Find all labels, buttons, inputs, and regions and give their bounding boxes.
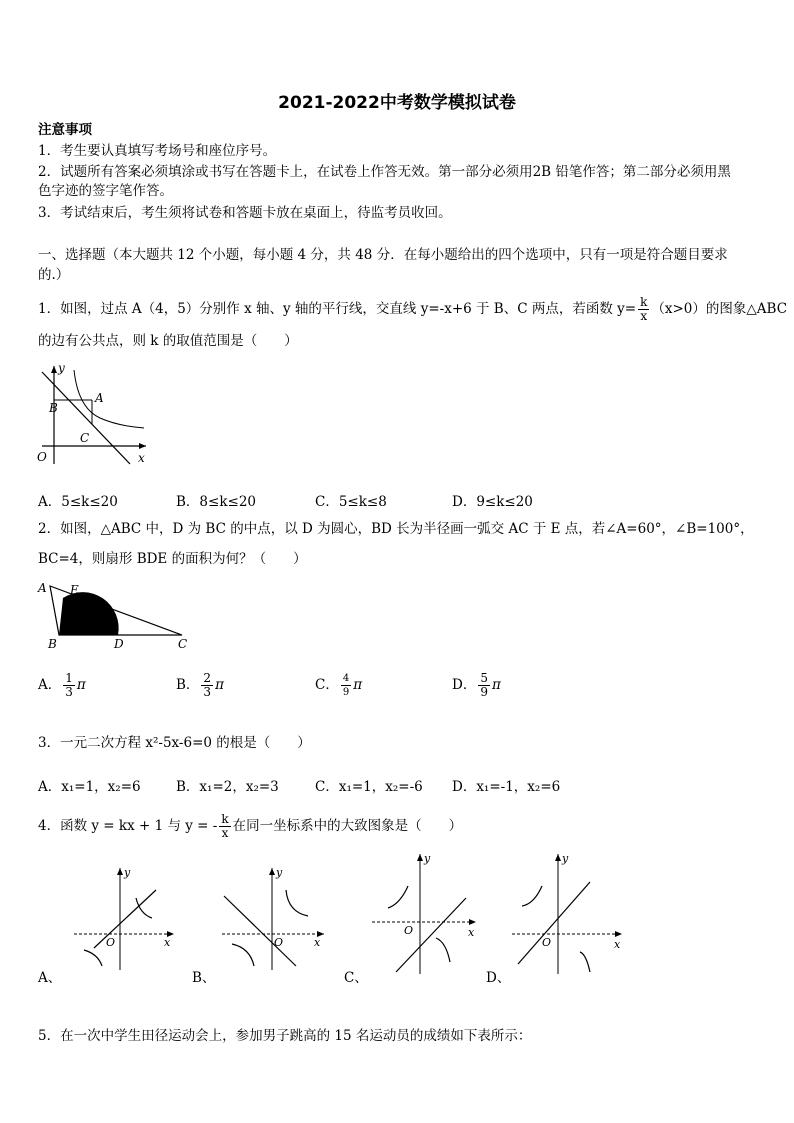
question-2-option-b[interactable]: B． $\frac{2}{3}$ π xyxy=(176,671,224,699)
question-1-option-b[interactable]: B．8≤k≤20 xyxy=(176,494,256,510)
axis-label: y xyxy=(276,866,283,879)
question-4-text-b: 在同一坐标系中的大致图象是（ ） xyxy=(232,818,463,834)
section-heading: 一、选择题（本大题共 12 个小题，每小题 4 分，共 48 分．在每小题给出的四个选项中，只有一项是符合题目要求 xyxy=(38,247,728,263)
question-3-option-c[interactable]: C．x₁=1，x₂=-6 xyxy=(315,779,423,795)
question-5-text: 5．在一次中学生田径运动会上，参加男子跳高的 15 名运动员的成绩如下表所示： xyxy=(38,1028,532,1044)
figure-label: D xyxy=(114,637,124,650)
question-4-graph-c xyxy=(370,848,482,976)
axis-label: y xyxy=(562,852,569,865)
axis-label: O xyxy=(404,924,414,937)
question-1-figure xyxy=(34,360,152,468)
question-4-option-d[interactable]: D、 xyxy=(486,970,511,986)
question-4-option-a[interactable]: A、 xyxy=(38,970,62,986)
axis-label: O xyxy=(106,936,116,949)
figure-label: A xyxy=(38,581,47,595)
question-4-fraction: $\frac{k}{x}$ xyxy=(221,812,229,840)
question-1-option-a[interactable]: A．5≤k≤20 xyxy=(38,494,118,510)
figure-label: A xyxy=(95,391,104,405)
figure-label: B xyxy=(49,401,58,415)
question-1-text-b: （x>0）的图象△ABC xyxy=(651,301,788,317)
question-2-text: 2．如图，△ABC 中，D 为 BC 的中点，以 D 为圆心，BD 长为半径画一弧交 AC 于 E 点，若∠A=60°，∠B=100°， xyxy=(38,521,754,537)
question-1-text-line2: 的边有公共点，则 k 的取值范围是（ ） xyxy=(38,333,298,349)
question-4-text xyxy=(38,813,758,840)
figure-label: B xyxy=(48,637,57,650)
axis-label: O xyxy=(274,936,284,949)
section-heading-cont: 的.） xyxy=(38,267,70,283)
figure-label: O xyxy=(37,450,47,464)
question-4-graph-d xyxy=(510,848,628,976)
question-4-text-a: 4．函数 y = kx + 1 与 y = - xyxy=(38,818,218,834)
figure-label: E xyxy=(70,583,79,597)
question-2-text-line2: BC=4，则扇形 BDE 的面积为何？（ ） xyxy=(38,551,307,567)
question-2-option-d[interactable]: D． $\frac{5}{9}$ π xyxy=(452,671,501,699)
question-4-option-c[interactable]: C、 xyxy=(344,970,368,986)
question-1-fraction: $\frac{k}{x}$ xyxy=(640,295,648,323)
question-3-option-a[interactable]: A．x₁=1，x₂=6 xyxy=(38,779,141,795)
question-3-option-d[interactable]: D．x₁=-1，x₂=6 xyxy=(452,779,561,795)
notice-heading: 注意事项 xyxy=(38,122,92,138)
notice-item-2: 2．试题所有答案必须填涂或书写在答题卡上，在试卷上作答无效。第一部分必须用2B 铅笔作答；第二部分必须用黑 xyxy=(38,164,731,180)
question-4-option-b[interactable]: B、 xyxy=(192,970,216,986)
figure-label: C xyxy=(178,637,188,650)
question-2-option-a[interactable]: A． $\frac{1}{3}$ π xyxy=(38,671,86,699)
axis-label: x xyxy=(468,926,475,939)
axis-label: x xyxy=(614,938,621,951)
question-3-text: 3．一元二次方程 x²-5x-6=0 的根是（ ） xyxy=(38,735,311,751)
axis-label: x xyxy=(314,936,321,949)
question-4-graph-b xyxy=(218,862,330,972)
question-4-graph-a xyxy=(70,862,180,972)
question-2-figure xyxy=(34,578,192,650)
notice-item-3: 3．考试结束后，考生须将试卷和答题卡放在桌面上，待监考员收回。 xyxy=(38,205,452,221)
notice-item-1: 1．考生要认真填写考场号和座位序号。 xyxy=(38,143,277,159)
question-1-text xyxy=(38,295,788,323)
notice-item-2-cont: 色字迹的签字笔作答。 xyxy=(38,183,173,199)
question-1-option-c[interactable]: C．5≤k≤8 xyxy=(315,494,387,510)
question-1-text-a: 1．如图，过点 A（4，5）分别作 x 轴、y 轴的平行线，交直线 y=-x+6 于 B、C 两点，若函数 y= xyxy=(38,301,637,317)
axis-label: x xyxy=(164,936,171,949)
axis-label: O xyxy=(542,936,552,949)
figure-label: x xyxy=(138,451,145,465)
page-title: 2021-2022中考数学模拟试卷 xyxy=(278,93,516,113)
figure-label: y xyxy=(58,361,65,375)
question-2-option-c[interactable]: C． $\frac{4}{9}$ π xyxy=(315,673,363,698)
question-3-option-b[interactable]: B．x₁=2，x₂=3 xyxy=(176,779,279,795)
figure-label: C xyxy=(80,431,90,445)
question-1-option-d[interactable]: D．9≤k≤20 xyxy=(452,494,533,510)
axis-label: y xyxy=(424,852,431,865)
axis-label: y xyxy=(124,866,131,879)
